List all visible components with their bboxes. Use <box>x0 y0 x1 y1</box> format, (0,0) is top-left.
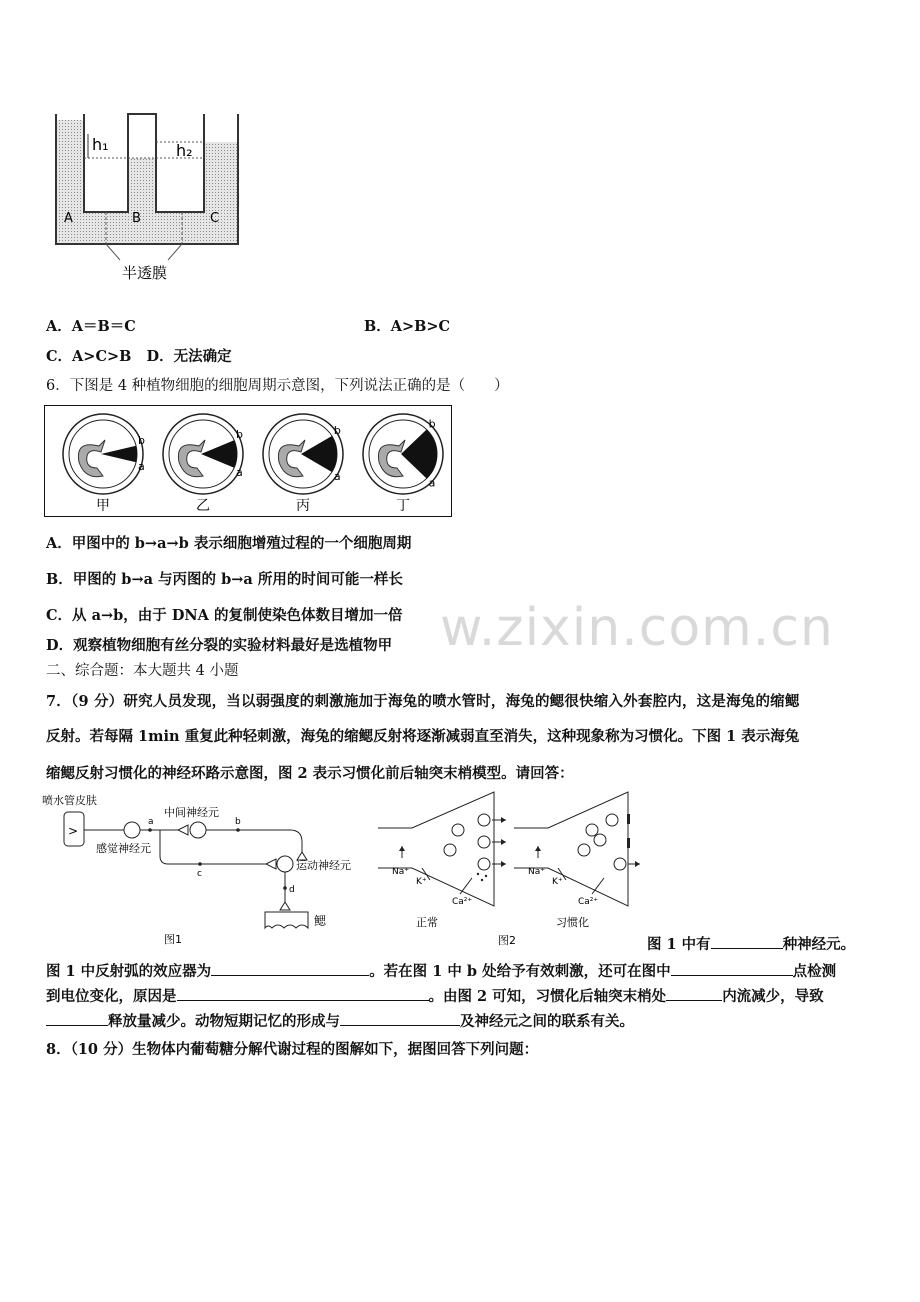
q6-option-c: C．从 a→b，由于 DNA 的复制使染色体数目增加一倍 <box>46 607 403 624</box>
section2-heading: 二、综合题：本大题共 4 小题 <box>46 663 239 679</box>
cell-name: 丁 <box>396 498 410 514</box>
point-b: b <box>235 817 241 827</box>
sensory-neuron <box>124 822 140 838</box>
q7-line7-a: 释放量减少。动物短期记忆的形成与 <box>108 1013 340 1030</box>
q6-option-b: B．甲图的 b→a 与丙图的 b→a 所用的时间可能一样长 <box>46 571 403 588</box>
liquid-b <box>128 158 156 212</box>
terminal-normal <box>378 792 506 929</box>
q7-line5-b: 。若在图 1 中 b 处给予有效刺激，还可在图中 <box>369 963 671 980</box>
na-label-habit: Na⁺ <box>528 867 545 877</box>
ca-label-normal: Ca²⁺ <box>452 897 473 907</box>
point-a: a <box>148 817 154 827</box>
answer-blank-7[interactable] <box>340 1011 460 1026</box>
sensory-label: 感觉神经元 <box>96 842 151 855</box>
cell-name: 甲 <box>96 498 110 514</box>
q7-line7-b: 及神经元之间的联系有关。 <box>460 1013 634 1030</box>
k-label-habit: K⁺ <box>552 877 563 887</box>
na-label-normal: Na⁺ <box>392 867 409 877</box>
q5-option-d: D．无法确定 <box>146 348 232 365</box>
answer-blank-2[interactable] <box>211 961 369 976</box>
normal-label: 正常 <box>416 916 438 929</box>
k-label-normal: K⁺ <box>416 877 427 887</box>
neural-circuit-figure <box>40 790 370 950</box>
q5-option-c: C．A>C>B <box>46 348 132 365</box>
q7-q1-prefix: 图 1 中有 <box>647 936 711 953</box>
label-a: a <box>236 465 243 479</box>
label-b: b <box>236 428 244 442</box>
label-a: a <box>137 460 145 474</box>
q5-option-cd <box>46 345 232 366</box>
q6-stem: 6．下图是 4 种植物细胞的细胞周期示意图，下列说法正确的是（ ） <box>46 378 509 394</box>
cell-cycle-2 <box>163 414 243 514</box>
q7-line5-c: 点检测 <box>792 963 837 980</box>
liquid-c <box>204 142 238 212</box>
cell-name: 丙 <box>296 498 310 514</box>
q7-line5 <box>46 960 836 981</box>
svg-text:>: > <box>68 824 79 838</box>
label-b: B <box>132 211 141 226</box>
point-d: d <box>289 885 295 895</box>
cell-cycle-1 <box>63 414 145 514</box>
q7-line1: 7．（9 分）研究人员发现，当以弱强度的刺激施加于海兔的喷水管时，海兔的鳃很快缩入外套腔内，这是海兔的缩鳃 <box>46 693 800 710</box>
answer-blank-3[interactable] <box>671 961 793 976</box>
cell-cycle-3 <box>263 414 343 514</box>
label-b: b <box>428 417 436 431</box>
answer-blank-1[interactable] <box>711 934 783 949</box>
fig2-caption: 图2 <box>498 934 516 947</box>
motor-label: 运动神经元 <box>296 859 351 872</box>
label-a: a <box>428 476 436 490</box>
q7-line6-a: 到电位变化，原因是 <box>46 988 177 1005</box>
q7-q1 <box>647 933 855 954</box>
q7-line3: 缩鳃反射习惯化的神经环路示意图，图 2 表示习惯化前后轴突末梢模型。请回答： <box>46 765 574 782</box>
label-a: A <box>64 211 73 226</box>
q6-option-a: A．甲图中的 b→a→b 表示细胞增殖过程的一个细胞周期 <box>46 535 412 552</box>
terminal-habituated <box>514 792 640 929</box>
answer-blank-5[interactable] <box>666 986 722 1001</box>
q7-line2: 反射。若每隔 1min 重复此种轻刺激，海兔的缩鳃反射将逐渐减弱直至消失，这种现象称为习惯化。下图 1 表示海兔 <box>46 728 800 745</box>
watermark: w.zixin.com.cn <box>440 598 834 658</box>
h2-label: h₂ <box>176 141 193 160</box>
q5-option-a: A．A＝B＝C <box>46 318 136 335</box>
q7-line5-a: 图 1 中反射弧的效应器为 <box>46 963 212 980</box>
cell-name: 乙 <box>196 498 210 514</box>
q5-option-b: B．A>B>C <box>364 318 451 335</box>
answer-blank-6[interactable] <box>46 1011 108 1026</box>
h1-label: h₁ <box>92 135 109 154</box>
q7-line6 <box>46 985 824 1006</box>
q7-q1-suffix: 种神经元。 <box>782 936 856 953</box>
cell-cycle-4 <box>363 414 443 514</box>
inter-label: 中间神经元 <box>164 806 219 819</box>
cell-cycle-figure <box>44 405 452 517</box>
membrane-label: 半透膜 <box>122 264 168 282</box>
q7-line6-b: 。由图 2 可知，习惯化后轴突末梢处 <box>428 988 667 1005</box>
inter-neuron <box>190 822 206 838</box>
label-a: a <box>333 470 341 484</box>
label-b: b <box>333 423 341 437</box>
cell-cycle-svg <box>45 406 451 516</box>
q8-stem: 8．（10 分）生物体内葡萄糖分解代谢过程的图解如下，据图回答下列问题： <box>46 1041 539 1058</box>
q7-line6-c: 内流减少，导致 <box>722 988 824 1005</box>
u-tube-figure <box>50 108 260 288</box>
gill-shape <box>265 912 308 928</box>
q6-option-d: D．观察植物细胞有丝分裂的实验材料最好是选植物甲 <box>46 637 393 654</box>
fig1-caption: 图1 <box>164 933 182 946</box>
habituated-label: 习惯化 <box>556 916 589 929</box>
point-c: c <box>197 869 202 879</box>
label-c: C <box>210 211 220 226</box>
skin-label: 喷水管皮肤 <box>42 794 97 807</box>
motor-neuron <box>277 856 293 872</box>
ca-label-habit: Ca²⁺ <box>578 897 599 907</box>
label-b: b <box>137 433 145 447</box>
answer-blank-4[interactable] <box>177 986 429 1001</box>
axon-terminal-figure <box>374 788 644 950</box>
q7-line7 <box>46 1010 634 1031</box>
gill-label: 鳃 <box>314 914 327 928</box>
